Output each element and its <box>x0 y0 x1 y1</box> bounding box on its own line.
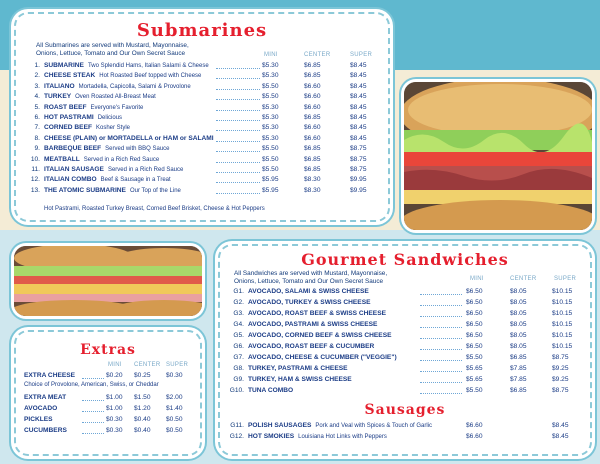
dot-leader <box>216 110 260 111</box>
item-number: G8. <box>233 365 244 372</box>
price-super: $1.40 <box>166 405 183 412</box>
price-center: $8.30 <box>304 186 321 194</box>
price-mini: $0.30 <box>106 416 123 423</box>
price-super: $10.15 <box>552 310 573 317</box>
dot-leader <box>216 68 260 69</box>
item-name: AVOCADO, CORNED BEEF & SWISS CHEESE <box>248 332 392 339</box>
price-super: $8.75 <box>350 145 367 153</box>
menu-row <box>16 372 200 382</box>
menu-row <box>16 394 200 404</box>
price-super: $8.45 <box>552 433 569 440</box>
price-center: $8.05 <box>510 299 527 306</box>
dot-leader <box>82 378 104 379</box>
item-name: CHEESE STEAK Hot Roasted Beef topped with Cheese <box>44 72 202 80</box>
price-super: $10.15 <box>552 332 573 339</box>
dot-leader <box>216 193 260 194</box>
price-super: $9.95 <box>350 176 367 184</box>
price-super: $8.45 <box>350 93 367 101</box>
price-super: $8.45 <box>350 103 367 111</box>
sandwich-photo-svg <box>14 246 202 316</box>
price-super: $0.50 <box>166 427 183 434</box>
menu-row <box>16 93 388 103</box>
item-number: 9. <box>34 145 40 153</box>
menu-row <box>220 433 590 443</box>
item-name: AVOCADO, CHEESE & CUCUMBER ("VEGGIE") <box>248 354 397 361</box>
dot-leader <box>420 327 462 328</box>
price-center: $7.85 <box>510 376 527 383</box>
item-name: ITALIAN COMBO Beef & Sausage in a Treat <box>44 176 171 184</box>
price-mini: $5.30 <box>262 114 279 121</box>
price-super: $8.45 <box>350 124 367 132</box>
menu-row <box>220 299 590 309</box>
item-number: G10. <box>229 387 244 394</box>
menu-row <box>16 176 388 186</box>
submarines-title: Submarines <box>136 20 268 41</box>
price-center: $6.85 <box>304 145 321 153</box>
price-mini: $6.50 <box>466 310 483 317</box>
item-name: CUCUMBERS <box>24 427 67 434</box>
price-center: $0.40 <box>134 427 151 434</box>
price-mini: $5.30 <box>262 124 279 132</box>
intro-line: Onions, Lettuce, Tomato and Our Own Secret Sauce <box>36 50 186 57</box>
item-name: AVOCADO, PASTRAMI & SWISS CHEESE <box>248 321 378 328</box>
item-description: Delicious <box>97 115 123 121</box>
item-name: AVOCADO, SALAMI & SWISS CHEESE <box>248 288 369 295</box>
item-name: THE ATOMIC SUBMARINE Our Top of the Line <box>44 186 181 194</box>
dot-leader <box>82 400 104 401</box>
price-center: $8.05 <box>510 343 527 350</box>
dot-leader <box>216 89 260 90</box>
price-super: $8.45 <box>350 62 367 69</box>
menu-row <box>16 405 200 415</box>
price-mini: $5.95 <box>262 186 279 194</box>
item-number: G7. <box>233 354 244 361</box>
price-center: $6.85 <box>304 72 321 80</box>
item-description: Beef & Sausage in a Treat <box>100 177 171 184</box>
menu-row <box>16 83 388 93</box>
price-mini: $5.50 <box>262 155 279 163</box>
item-name: TURKEY, PASTRAMI & CHEESE <box>248 365 348 372</box>
item-name: POLISH SAUSAGES Pork and Veal with Spices & Touch of Garlic <box>248 422 433 429</box>
price-center: $6.60 <box>304 82 321 90</box>
price-mini: $6.50 <box>466 332 483 339</box>
dot-leader <box>82 422 104 423</box>
price-super: $8.75 <box>350 166 367 173</box>
big-sandwich-photo <box>404 82 592 230</box>
menu-row <box>16 72 388 82</box>
item-number: G2. <box>233 299 244 306</box>
extras-panel <box>14 330 202 456</box>
menu-row <box>16 114 388 124</box>
menu-row <box>220 387 590 397</box>
item-number: 6. <box>34 114 40 121</box>
small-sandwich-photo <box>14 246 202 316</box>
menu-row <box>220 354 590 364</box>
item-name: AVOCADO, TURKEY & SWISS CHEESE <box>248 299 371 306</box>
price-center: $6.60 <box>304 124 321 132</box>
price-super: $9.25 <box>552 365 569 372</box>
item-name: ITALIAN SAUSAGE Served in a Rich Red Sauce <box>44 166 184 173</box>
item-description: Our Top of the Line <box>129 187 181 194</box>
price-center: $8.30 <box>304 176 321 184</box>
item-number: 1. <box>34 62 40 69</box>
dot-leader <box>216 78 260 79</box>
item-name: ITALIANO Mortadella, Capicolla, Salami & Provolone <box>44 82 191 90</box>
intro-line: All Sandwiches are served with Mustard, Mayonnaise, <box>234 270 388 277</box>
item-name: TUNA COMBO <box>248 387 294 394</box>
item-number: G12. <box>229 433 244 440</box>
price-mini: $0.30 <box>106 427 123 434</box>
item-description: Served in a Rich Red Sauce <box>107 167 184 173</box>
item-description: Pork and Veal with Spices & Touch of Garlic <box>315 423 433 429</box>
menu-row <box>16 145 388 155</box>
menu-row <box>220 310 590 320</box>
item-number: G11. <box>230 422 244 429</box>
price-mini: $5.30 <box>262 62 279 69</box>
item-name: PICKLES <box>24 416 53 423</box>
dot-leader <box>216 120 260 121</box>
price-super: $8.45 <box>552 422 569 429</box>
extras-title: Extras <box>80 342 136 358</box>
price-mini: $5.50 <box>262 166 279 173</box>
dot-leader <box>216 162 260 163</box>
price-mini: $5.50 <box>466 387 483 394</box>
col-center: CENTER <box>304 52 331 58</box>
sandwich-photo-svg <box>404 82 592 230</box>
item-number: 7. <box>34 124 40 132</box>
price-center: $6.60 <box>304 93 321 101</box>
item-number: G5. <box>233 332 244 339</box>
menu-row <box>16 156 388 166</box>
price-mini: $1.00 <box>106 394 123 401</box>
price-super: $8.75 <box>350 155 367 163</box>
item-number: 11. <box>31 166 40 173</box>
price-super: $10.15 <box>552 321 573 328</box>
menu-row <box>220 321 590 331</box>
item-description: Oven Roasted All-Breast Meat <box>75 94 156 101</box>
price-super: $0.50 <box>166 416 183 423</box>
item-name: AVOCADO, ROAST BEEF & CUCUMBER <box>248 343 375 350</box>
dot-leader <box>216 130 260 131</box>
dot-leader <box>420 305 462 306</box>
price-mini: $5.30 <box>262 134 279 142</box>
price-super: $0.30 <box>166 372 183 379</box>
menu-row <box>16 62 388 72</box>
price-super: $2.00 <box>166 394 183 401</box>
item-number: G4. <box>233 321 244 328</box>
col-mini: MINI <box>470 276 484 282</box>
item-name: TURKEY Oven Roasted All-Breast Meat <box>44 93 156 101</box>
menu-row <box>220 288 590 298</box>
price-center: $6.85 <box>304 114 321 121</box>
price-center: $0.25 <box>134 372 151 379</box>
price-center: $7.85 <box>510 365 527 372</box>
item-number: 4. <box>34 93 40 101</box>
price-mini: $5.50 <box>262 82 279 90</box>
item-name: ROAST BEEF Everyone's Favorite <box>44 103 144 111</box>
dot-leader <box>420 371 462 372</box>
price-center: $6.60 <box>304 134 321 142</box>
price-mini: $6.50 <box>466 288 483 295</box>
dot-leader <box>420 393 462 394</box>
price-center: $6.60 <box>304 103 321 111</box>
price-mini: $5.65 <box>466 365 483 372</box>
item-number: 12. <box>30 176 40 184</box>
price-mini: $5.50 <box>262 145 279 153</box>
menu-row <box>220 365 590 375</box>
price-mini: $5.95 <box>262 176 279 184</box>
menu-row <box>16 427 200 437</box>
gourmet-title: Gourmet Sandwiches <box>301 250 509 269</box>
item-name: CHEESE (PLAIN) or MORTADELLA or HAM or SALAMI <box>44 134 214 142</box>
price-center: $8.05 <box>510 288 527 295</box>
dot-leader <box>420 338 462 339</box>
price-super: $10.15 <box>552 288 573 295</box>
price-super: $8.45 <box>350 82 367 90</box>
price-mini: $6.50 <box>466 321 483 328</box>
price-center: $8.05 <box>510 310 527 317</box>
item-number: 10. <box>30 155 40 163</box>
item-name: CORNED BEEF Kosher Style <box>44 124 131 132</box>
dot-leader <box>420 360 462 361</box>
intro-line: All Submarines are served with Mustard, Mayonnaise, <box>36 42 189 49</box>
col-center: CENTER <box>510 276 537 282</box>
price-center: $6.85 <box>304 155 321 163</box>
item-description: Mortadella, Capicolla, Salami & Provolone <box>78 83 191 90</box>
dot-leader <box>82 433 104 434</box>
item-number: G6. <box>233 343 244 350</box>
price-super: $8.45 <box>350 134 367 142</box>
price-mini: $5.30 <box>262 72 279 80</box>
item-number: G1. <box>233 288 244 295</box>
menu-row <box>16 416 200 426</box>
price-super: $10.15 <box>552 299 573 306</box>
item-name: AVOCADO, ROAST BEEF & SWISS CHEESE <box>248 310 386 317</box>
menu-row <box>220 343 590 353</box>
price-super: $8.45 <box>350 114 367 121</box>
menu-row <box>16 166 388 176</box>
item-description: Kosher Style <box>96 125 131 132</box>
menu-row <box>16 187 388 197</box>
item-name: BARBEQUE BEEF Served with BBQ Sauce <box>44 145 170 153</box>
item-description: Louisiana Hot Links with Peppers <box>298 434 387 440</box>
item-name: HOT PASTRAMI Delicious <box>44 114 123 121</box>
price-super: $10.15 <box>552 343 573 350</box>
price-super: $9.25 <box>552 376 569 383</box>
col-mini: MINI <box>264 52 278 58</box>
menu-row <box>16 124 388 134</box>
cheese-note: Choice of Provolone, American, Swiss, or Cheddar <box>24 382 159 388</box>
price-super: $9.95 <box>350 186 367 194</box>
intro-line: Onions, Lettuce, Tomato and Our Own Secret Sauce <box>234 278 384 285</box>
gourmet-panel <box>218 244 592 456</box>
menu-row <box>220 422 590 432</box>
col-center: CENTER <box>134 362 161 368</box>
price-mini: $6.60 <box>466 433 483 440</box>
price-mini: $5.50 <box>466 354 483 361</box>
submarines-panel <box>14 12 390 222</box>
item-name: SUBMARINE Two Splendid Hams, Italian Salami & Cheese <box>44 62 209 69</box>
menu-row <box>16 104 388 114</box>
item-description: Served with BBQ Sauce <box>105 146 170 153</box>
item-number: 5. <box>34 103 40 111</box>
gourmet-intro <box>234 270 387 286</box>
item-name: TURKEY, HAM & SWISS CHEESE <box>248 376 352 383</box>
price-super: $8.45 <box>350 72 367 80</box>
item-number: G9. <box>233 376 244 383</box>
item-number: G3. <box>233 310 244 317</box>
price-super: $8.75 <box>552 387 569 394</box>
dot-leader <box>420 382 462 383</box>
price-mini: $6.50 <box>466 299 483 306</box>
item-number: 8. <box>34 134 40 142</box>
item-number: 13. <box>30 186 40 194</box>
menu-row <box>220 332 590 342</box>
dot-leader <box>216 99 260 100</box>
item-name: MEATBALL Served in a Rich Red Sauce <box>44 155 160 163</box>
price-center: $6.85 <box>304 62 321 69</box>
price-super: $8.75 <box>552 354 569 361</box>
price-mini: $5.30 <box>262 103 279 111</box>
item-description: Served in a Rich Red Sauce <box>83 156 160 163</box>
dot-leader <box>420 294 462 295</box>
price-mini: $5.65 <box>466 376 483 383</box>
col-mini: MINI <box>108 362 122 368</box>
menu-row <box>220 376 590 386</box>
price-mini: $6.60 <box>466 422 483 429</box>
item-name: EXTRA MEAT <box>24 394 67 401</box>
col-super: SUPER <box>350 52 373 58</box>
dot-leader <box>216 172 260 173</box>
dot-leader <box>82 411 104 412</box>
dot-leader <box>420 349 462 350</box>
item-description: Everyone's Favorite <box>90 104 144 111</box>
atomic-note: Hot Pastrami, Roasted Turkey Breast, Corned Beef Brisket, Cheese & Hot Peppers <box>44 206 265 212</box>
dot-leader <box>216 151 260 152</box>
item-name: EXTRA CHEESE <box>24 372 76 379</box>
price-center: $1.50 <box>134 394 151 401</box>
price-mini: $0.20 <box>106 372 123 379</box>
dot-leader <box>420 316 462 317</box>
price-center: $6.85 <box>510 354 527 361</box>
dot-leader <box>216 141 260 142</box>
submarines-intro <box>36 42 189 58</box>
item-name: AVOCADO <box>24 405 58 412</box>
item-description: Two Splendid Hams, Italian Salami & Cheese <box>87 63 209 69</box>
price-center: $6.85 <box>304 166 321 173</box>
price-center: $8.05 <box>510 321 527 328</box>
price-center: $6.85 <box>510 387 527 394</box>
item-name: HOT SMOKIES Louisiana Hot Links with Peppers <box>248 433 387 440</box>
col-super: SUPER <box>166 362 189 368</box>
price-center: $1.20 <box>134 405 151 412</box>
price-mini: $1.00 <box>106 405 123 412</box>
price-mini: $5.50 <box>262 93 279 101</box>
item-description: Hot Roasted Beef topped with Cheese <box>99 73 202 80</box>
dot-leader <box>216 182 260 183</box>
item-number: 3. <box>34 82 40 90</box>
price-center: $0.40 <box>134 416 151 423</box>
menu-row <box>16 135 388 145</box>
sausages-title: Sausages <box>364 402 446 418</box>
price-mini: $6.50 <box>466 343 483 350</box>
col-super: SUPER <box>554 276 577 282</box>
price-center: $8.05 <box>510 332 527 339</box>
item-number: 2. <box>34 72 40 80</box>
